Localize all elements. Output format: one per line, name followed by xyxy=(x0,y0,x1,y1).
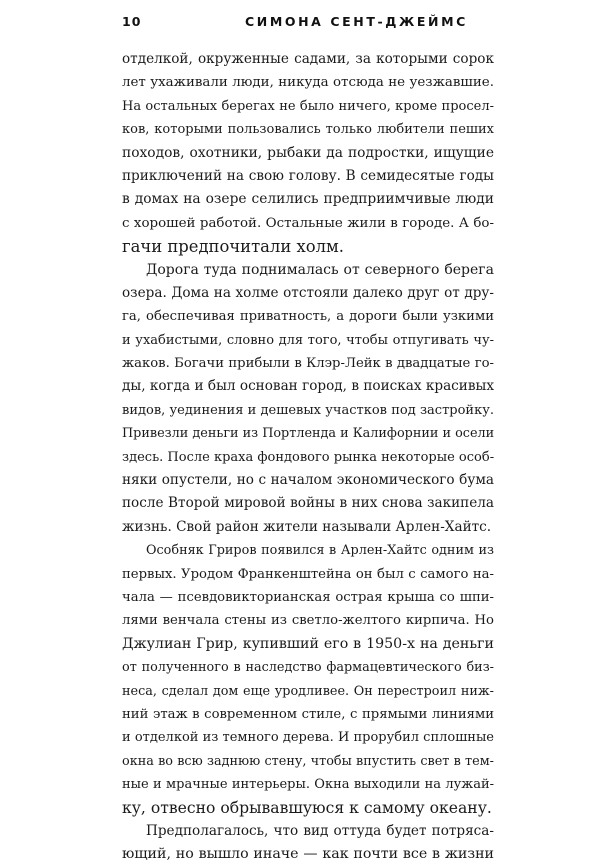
text-line: Особняк Гриров появился в Арлен-Хайтс одним из xyxy=(146,543,494,559)
text-line: озера. Дома на холме отстояли далеко друг от дру- xyxy=(122,284,494,301)
text-line: отделкой, окруженные садами, за которыми сорок xyxy=(122,51,494,67)
text-line: ку, отвесно обрывавшуюся к самому океану. xyxy=(122,798,492,817)
page-number: 10 xyxy=(122,14,142,29)
text-line: Предполагалось, что вид оттуда будет потряса- xyxy=(146,822,494,839)
text-line: ний этаж в современном стиле, с прямыми линиями xyxy=(122,706,494,722)
text-line: окна во всю заднюю стену, чтобы впустить свет в тем- xyxy=(122,753,494,769)
text-line: ющий, но вышло иначе — как почти все в жизни xyxy=(122,846,494,863)
running-head xyxy=(122,11,494,33)
text-line: ды, когда и был основан город, в поисках красивых xyxy=(122,378,494,395)
text-line: и ухабистыми, словно для того, чтобы отпугивать чу- xyxy=(122,332,494,348)
text-line: На остальных берегах не было ничего, кроме просел- xyxy=(122,98,494,114)
text-line: гачи предпочитали холм. xyxy=(122,237,344,257)
text-line: лями венчала стены из светло-желтого кирпича. Но xyxy=(122,613,494,629)
text-line: от полученного в наследство фармацевтического биз- xyxy=(122,660,494,676)
text-line: ков, которыми пользовались только любители пеших xyxy=(122,122,494,138)
text-line: видов, уединения и дешевых участков под застройку. xyxy=(122,402,494,418)
text-line: лет ухаживали люди, никуда отсюда не уезжавшие. xyxy=(122,75,494,91)
body-text xyxy=(122,48,494,867)
text-line: и отделкой из темного дерева. И прорубил сплошные xyxy=(122,730,494,746)
text-line: в домах на озере селились предприимчивые люди xyxy=(122,191,494,208)
text-line: здесь. После краха фондового рынка некоторые особ- xyxy=(122,449,494,465)
text-line: га, обеспечивая приватность, а дороги были узкими xyxy=(122,309,494,325)
text-line: приключений на свою голову. В семидесятые годы xyxy=(122,167,494,184)
text-line: чала — псевдовикторианская острая крыша со шпи- xyxy=(122,589,494,605)
text-line: с хорошей работой. Остальные жили в городе. А бо- xyxy=(122,215,494,231)
text-line: Дорога туда поднималась от северного берега xyxy=(146,261,494,278)
text-line: Привезли деньги из Портленда и Калифорнии и осели xyxy=(122,426,494,442)
text-line: неса, сделал дом еще уродливее. Он перестроил ниж- xyxy=(122,683,494,699)
text-line: Джулиан Грир, купивший его в 1950-х на деньги xyxy=(122,635,494,652)
text-line: жаков. Богачи прибыли в Клэр-Лейк в двадцатые го- xyxy=(122,356,494,372)
text-line: после Второй мировой войны в них снова закипела xyxy=(122,495,494,512)
text-line: ные и мрачные интерьеры. Окна выходили на лужай- xyxy=(122,777,494,793)
text-line: первых. Уродом Франкенштейна он был с самого на- xyxy=(122,566,494,582)
text-line: жизнь. Свой район жители называли Арлен-Хайтс. xyxy=(122,518,492,535)
text-line: няки опустели, но с началом экономического бума xyxy=(122,472,494,489)
text-line: походов, охотники, рыбаки да подростки, ищущие xyxy=(122,144,494,161)
author-name: СИМОНА СЕНТ-ДЖЕЙМС xyxy=(245,14,468,29)
